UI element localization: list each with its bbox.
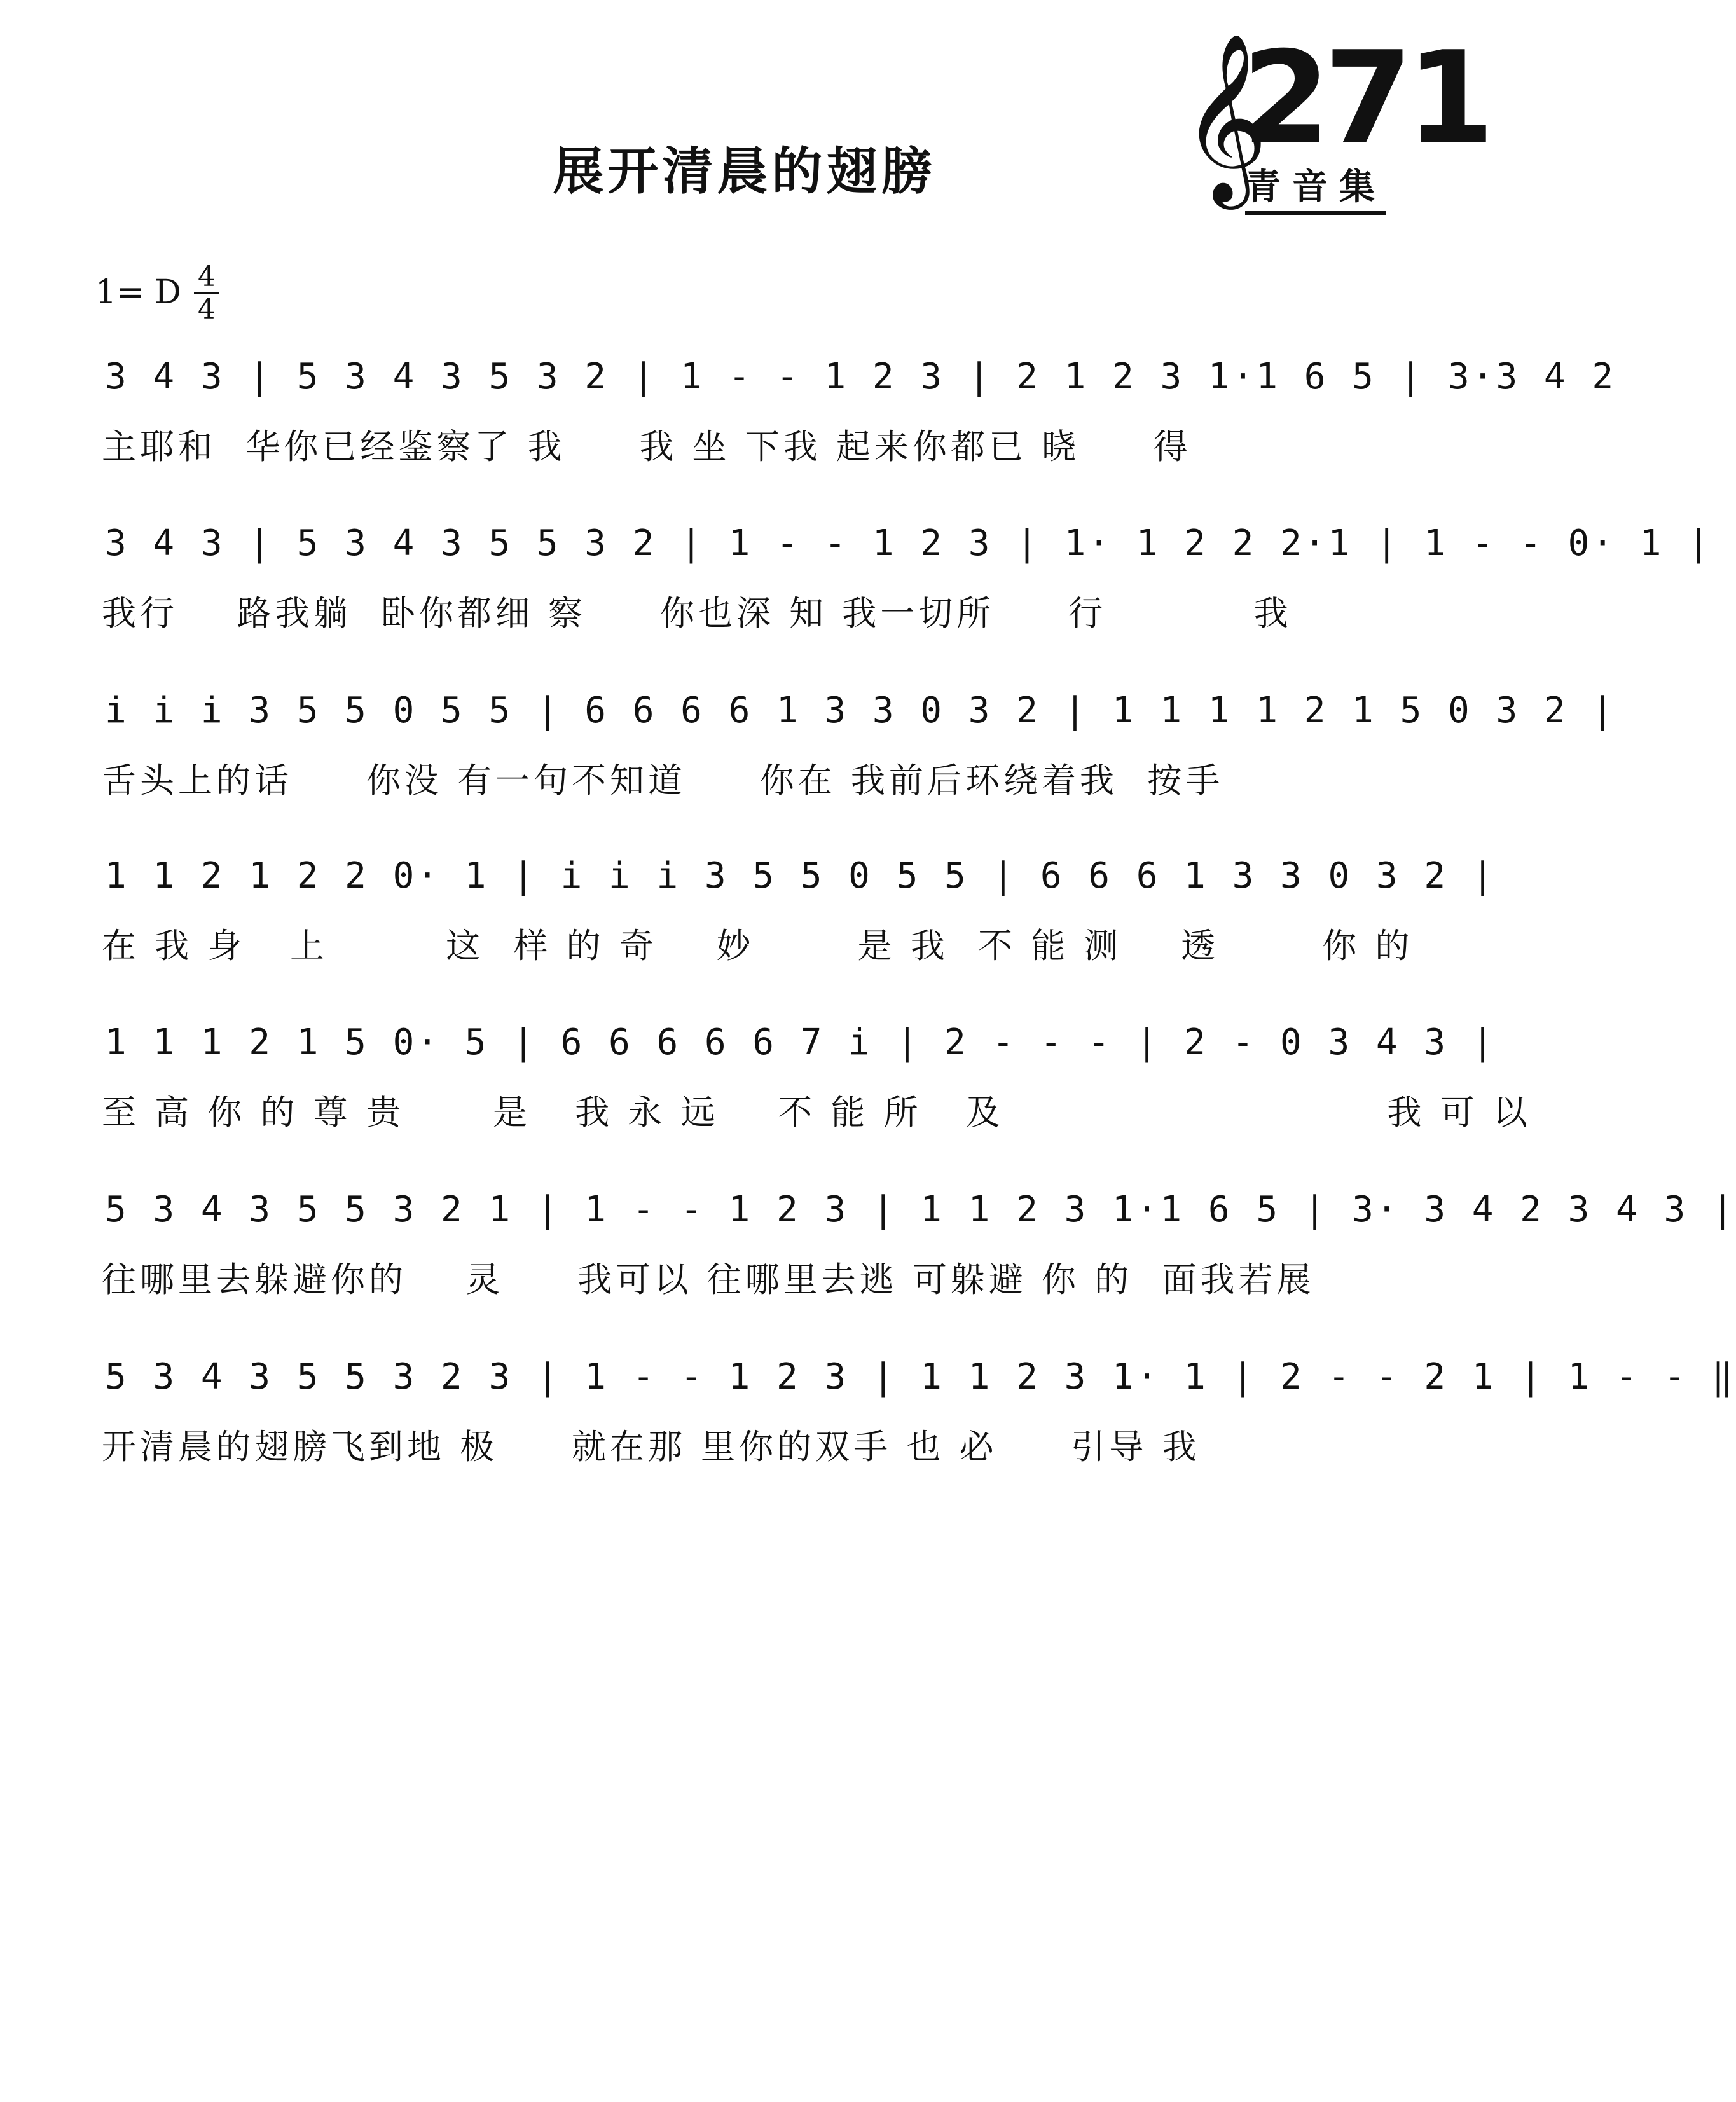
time-signature-top: 4 [198,261,216,293]
logo-subtitle: 青音集 [1245,159,1386,215]
notation-line: 3 4 3 | 5 3 4 3 5 5 3 2 | 1 - - 1 2 3 | 1· 1 2 2 2·1 | 1 - - 0· 1 | [105,523,1712,564]
notation-line: 5 3 4 3 5 5 3 2 3 | 1 - - 1 2 3 | 1 1 2 3 1· 1 | 2 - - 2 1 | 1 - - ‖ [105,1356,1736,1398]
lyrics-line: 我行 路我躺 卧你都细 察 你也深 知 我一切所 行 我 [102,593,1292,633]
lyrics-line: 开清晨的翅膀飞到地 极 就在那 里你的双手 也 必 引导 我 [102,1427,1201,1467]
notation-line: 1 1 1 2 1 5 0· 5 | 6 6 6 6 6 7 i | 2 - - - | 2 - 0 3 4 3 | [105,1022,1496,1063]
notation-line: 3 4 3 | 5 3 4 3 5 3 2 | 1 - - 1 2 3 | 2 1 2 3 1·1 6 5 | 3·3 4 2 [105,356,1616,397]
time-signature [194,263,219,324]
lyrics-line: 舌头上的话 你没 有一句不知道 你在 我前后环绕着我 按手 [102,760,1224,800]
key-signature: 1= D [95,273,181,312]
logo-number: 271 [1242,24,1489,172]
lyrics-line: 主耶和 华你已经鉴察了 我 我 坐 下我 起来你都已 晓 得 [102,427,1192,467]
lyrics-line: 至 高 你 的 尊 贵 是 我 永 远 不 能 所 及 我 可 以 [102,1092,1531,1132]
publisher-logo [1181,24,1489,210]
time-signature-bottom: 4 [198,293,216,326]
lyrics-line: 在 我 身 上 这 样 的 奇 妙 是 我 不 能 测 透 你 的 [102,926,1414,966]
notation-line: i i i 3 5 5 0 5 5 | 6 6 6 6 1 3 3 0 3 2 | 1 1 1 1 2 1 5 0 3 2 | [105,690,1616,731]
lyrics-line: 往哪里去躲避你的 灵 我可以 往哪里去逃 可躲避 你 的 面我若展 [102,1260,1315,1300]
notation-line: 5 3 4 3 5 5 3 2 1 | 1 - - 1 2 3 | 1 1 2 3 1·1 6 5 | 3· 3 4 2 3 4 3 | [105,1189,1736,1230]
page-title: 展开清晨的翅膀 [553,142,936,201]
notation-line: 1 1 2 1 2 2 0· 1 | i i i 3 5 5 0 5 5 | 6 6 6 1 3 3 0 3 2 | [105,855,1496,896]
treble-clef-icon: 𝄞 [1181,32,1268,202]
